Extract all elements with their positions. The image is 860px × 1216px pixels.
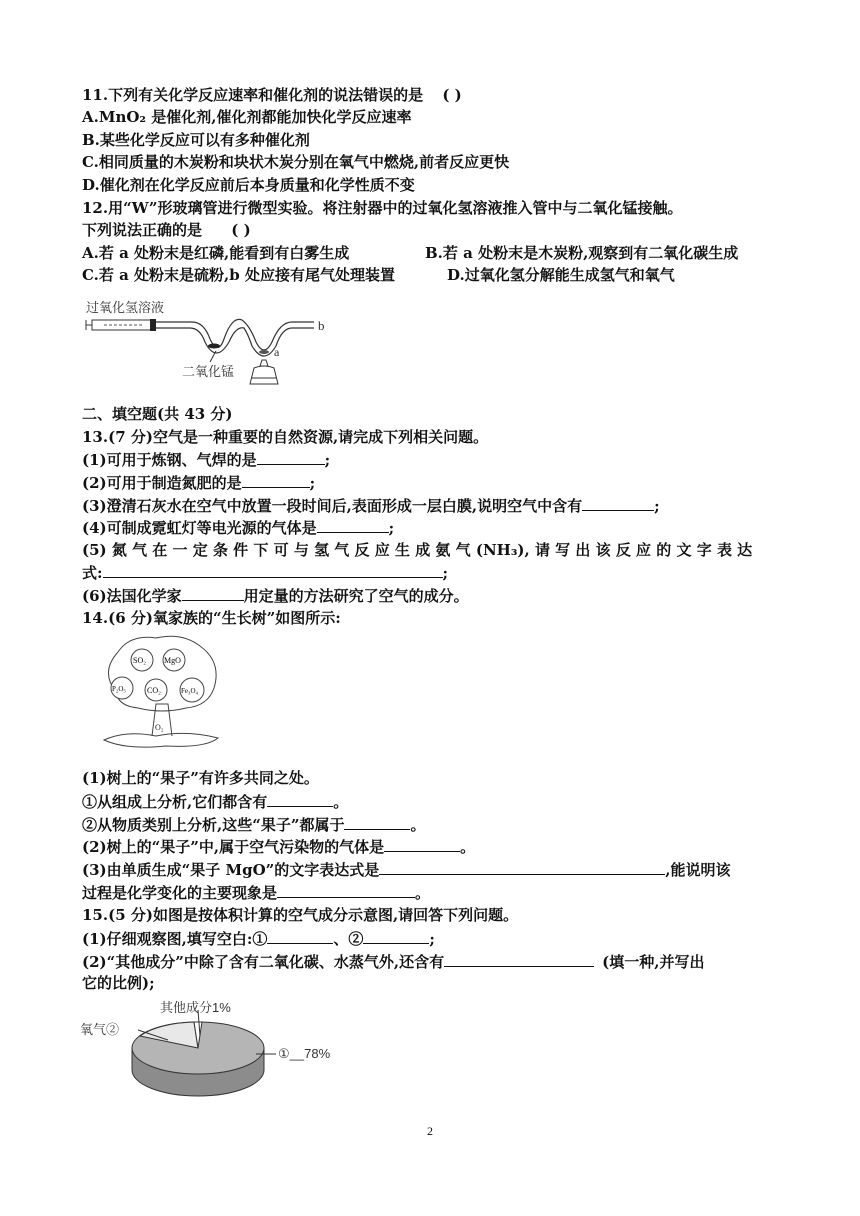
answer-blank[interactable] (242, 472, 310, 488)
section-title: 二、填空题(共 43 分) (82, 405, 233, 423)
air-composition-pie (80, 996, 350, 1104)
q11-option-a: A.MnO₂ 是催化剂,催化剂都能加快化学反应速率 (82, 108, 412, 126)
answer-blank[interactable] (182, 585, 244, 601)
q12-answer-bracket: ( ) (231, 221, 251, 239)
fruit-co2: CO₂ (147, 686, 161, 695)
page-number: 2 (427, 1124, 433, 1138)
q15-part-1: (1)仔细观察图,填写空白:① 、② ; (82, 930, 435, 948)
label-mno2: 二氧化锰 (182, 364, 235, 379)
answer-blank[interactable] (582, 495, 654, 511)
label-hydrogen-peroxide: 过氧化氢溶液 (86, 300, 165, 315)
q12-stem: 12.用“W”形玻璃管进行微型实验。将注射器中的过氧化氢溶液推入管中与二氧化锰接触。 (82, 199, 683, 217)
label-a: a (274, 345, 280, 359)
answer-blank[interactable] (344, 814, 410, 830)
q12-option-c: C.若 a 处粉末是硫粉,b 处应接有尾气处理装置 (82, 266, 395, 284)
answer-blank[interactable] (363, 928, 429, 944)
answer-blank[interactable] (317, 517, 389, 533)
q13-part-2: (2)可用于制造氮肥的是 ; (82, 474, 316, 492)
q13-part-4: (4)可制成霓虹灯等电光源的气体是 ; (82, 519, 395, 537)
q13-part-5-cont: 式: ; (82, 564, 449, 582)
fruit-fe3o4: Fe₃O₄ (181, 687, 198, 695)
answer-blank[interactable] (267, 791, 333, 807)
q11-option-b: B.某些化学反应可以有多种催化剂 (82, 131, 310, 149)
q14-part-3-cont: 过程是化学变化的主要现象是 。 (82, 884, 431, 902)
answer-blank[interactable] (277, 882, 415, 898)
answer-blank[interactable] (267, 928, 333, 944)
fruit-mgo: MgO (164, 656, 181, 665)
q12-option-b: B.若 a 处粉末是木炭粉,观察到有二氧化碳生成 (425, 244, 739, 262)
label-main-component: ①__78% (278, 1046, 331, 1061)
q12-options-ab (82, 243, 349, 263)
answer-blank[interactable] (384, 836, 460, 852)
answer-blank[interactable] (379, 859, 665, 875)
answer-blank[interactable] (444, 951, 594, 967)
q11-option-d: D.催化剂在化学反应前后本身质量和化学性质不变 (82, 176, 415, 194)
tree-trunk-o2: O₂ (155, 723, 164, 732)
q14-part-1b: ②从物质类别上分析,这些“果子”都属于 。 (82, 816, 426, 834)
fruit-p2o5: P₂O₅ (112, 685, 126, 693)
q15-stem: 15.(5 分)如图是按体积计算的空气成分示意图,请回答下列问题。 (82, 906, 519, 924)
answer-blank[interactable] (103, 562, 443, 578)
label-b: b (318, 318, 325, 333)
q14-part-3: (3)由单质生成“果子 MgO”的文字表达式是 ,能说明该 (82, 861, 731, 879)
label-other-components: 其他成分1% (160, 1000, 231, 1015)
q14-part-1a: ①从组成上分析,它们都含有 。 (82, 793, 349, 811)
q13-part-1: (1)可用于炼钢、气焊的是 ; (82, 451, 331, 469)
q14-stem: 14.(6 分)氧家族的“生长树”如图所示: (82, 609, 341, 627)
q11-answer-bracket: ( ) (442, 86, 462, 104)
q11-stem: 11.下列有关化学反应速率和催化剂的说法错误的是 ( ) (82, 86, 462, 104)
answer-blank[interactable] (257, 449, 325, 465)
label-oxygen: 氧气② (80, 1022, 120, 1037)
q13-part-5: (5) 氮 气 在 一 定 条 件 下 可 与 氢 气 反 应 生 成 氨 气 (NH₃), 请 写 出 该 反 应 的 文 字 表 达 (82, 541, 753, 559)
q14-part-2: (2)树上的“果子”中,属于空气污染物的气体是 。 (82, 838, 476, 856)
fruit-so2: SO₂ (133, 656, 147, 665)
q13-part-3: (3)澄清石灰水在空气中放置一段时间后,表面形成一层白膜,说明空气中含有 ; (82, 497, 660, 515)
q12-stem-2: 下列说法正确的是 ( ) (82, 221, 251, 239)
q12-option-a: A.若 a 处粉末是红磷,能看到有白雾生成 (82, 244, 350, 262)
q14-part-1: (1)树上的“果子”有许多共同之处。 (82, 769, 319, 787)
q13-stem: 13.(7 分)空气是一种重要的自然资源,请完成下列相关问题。 (82, 428, 489, 446)
q12-option-d: D.过氧化氢分解能生成氢气和氧气 (447, 266, 675, 284)
q15-part-2-cont: 它的比例); (82, 974, 155, 992)
q13-part-6: (6)法国化学家 用定量的方法研究了空气的成分。 (82, 587, 469, 605)
oxygen-family-tree (96, 632, 228, 756)
q11-option-c: C.相同质量的木炭粉和块状木炭分别在氧气中燃烧,前者反应更快 (82, 153, 510, 171)
q15-part-2: (2)“其他成分”中除了含有二氧化碳、水蒸气外,还含有 (填一种,并写出 (82, 953, 705, 971)
w-tube-diagram (84, 294, 334, 390)
